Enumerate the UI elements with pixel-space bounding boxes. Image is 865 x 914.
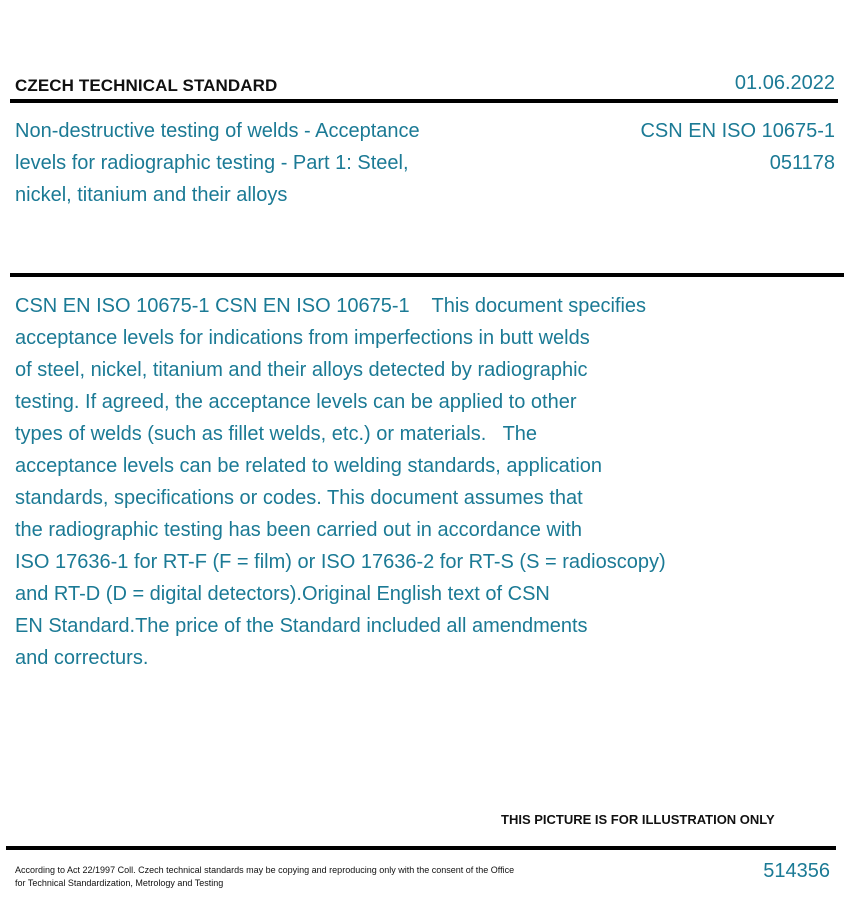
section-divider — [10, 273, 844, 277]
catalog-number: 051178 — [769, 152, 835, 174]
abstract-line: and correcturs. — [15, 647, 149, 669]
abstract-line: acceptance levels for indications from imperfections in butt welds — [15, 327, 590, 349]
standard-abstract — [15, 290, 725, 674]
legal-line: According to Act 22/1997 Coll. Czech technical standards may be copying and reproducing only with the consent of the Office — [15, 865, 515, 875]
standard-title — [15, 115, 475, 211]
publication-date: 01.06.2022 — [734, 72, 835, 94]
abstract-line: CSN EN ISO 10675-1 CSN EN ISO 10675-1 This document specifies — [15, 295, 647, 317]
abstract-line: acceptance levels can be related to welding standards, application — [15, 455, 603, 477]
abstract-line: testing. If agreed, the acceptance levels can be applied to other — [15, 391, 577, 413]
title-line: Non-destructive testing of welds - Acceptance — [15, 120, 420, 142]
title-line: nickel, titanium and their alloys — [15, 184, 288, 206]
footer-divider — [6, 846, 836, 850]
title-line: levels for radiographic testing - Part 1: Steel, — [15, 152, 409, 174]
standard-identifiers — [640, 115, 835, 179]
standard-number: CSN EN ISO 10675-1 — [640, 120, 835, 142]
abstract-line: the radiographic testing has been carried out in accordance with — [15, 519, 583, 541]
legal-line: for Technical Standardization, Metrology and Testing — [15, 878, 224, 888]
legal-notice — [15, 864, 514, 890]
header-divider — [10, 99, 838, 103]
abstract-line: types of welds (such as fillet welds, etc.) or materials. The — [15, 423, 538, 445]
abstract-line: standards, specifications or codes. This document assumes that — [15, 487, 583, 509]
abstract-line: of steel, nickel, titanium and their alloys detected by radiographic — [15, 359, 588, 381]
illustration-disclaimer: THIS PICTURE IS FOR ILLUSTRATION ONLY — [501, 812, 775, 827]
abstract-line: ISO 17636-1 for RT-F (F = film) or ISO 17636-2 for RT-S (S = radioscopy) — [15, 551, 666, 573]
document-code: 514356 — [763, 860, 830, 882]
abstract-line: EN Standard.The price of the Standard included all amendments — [15, 615, 588, 637]
abstract-line: and RT-D (D = digital detectors).Original English text of CSN — [15, 583, 550, 605]
document-type-label: CZECH TECHNICAL STANDARD — [15, 76, 278, 95]
